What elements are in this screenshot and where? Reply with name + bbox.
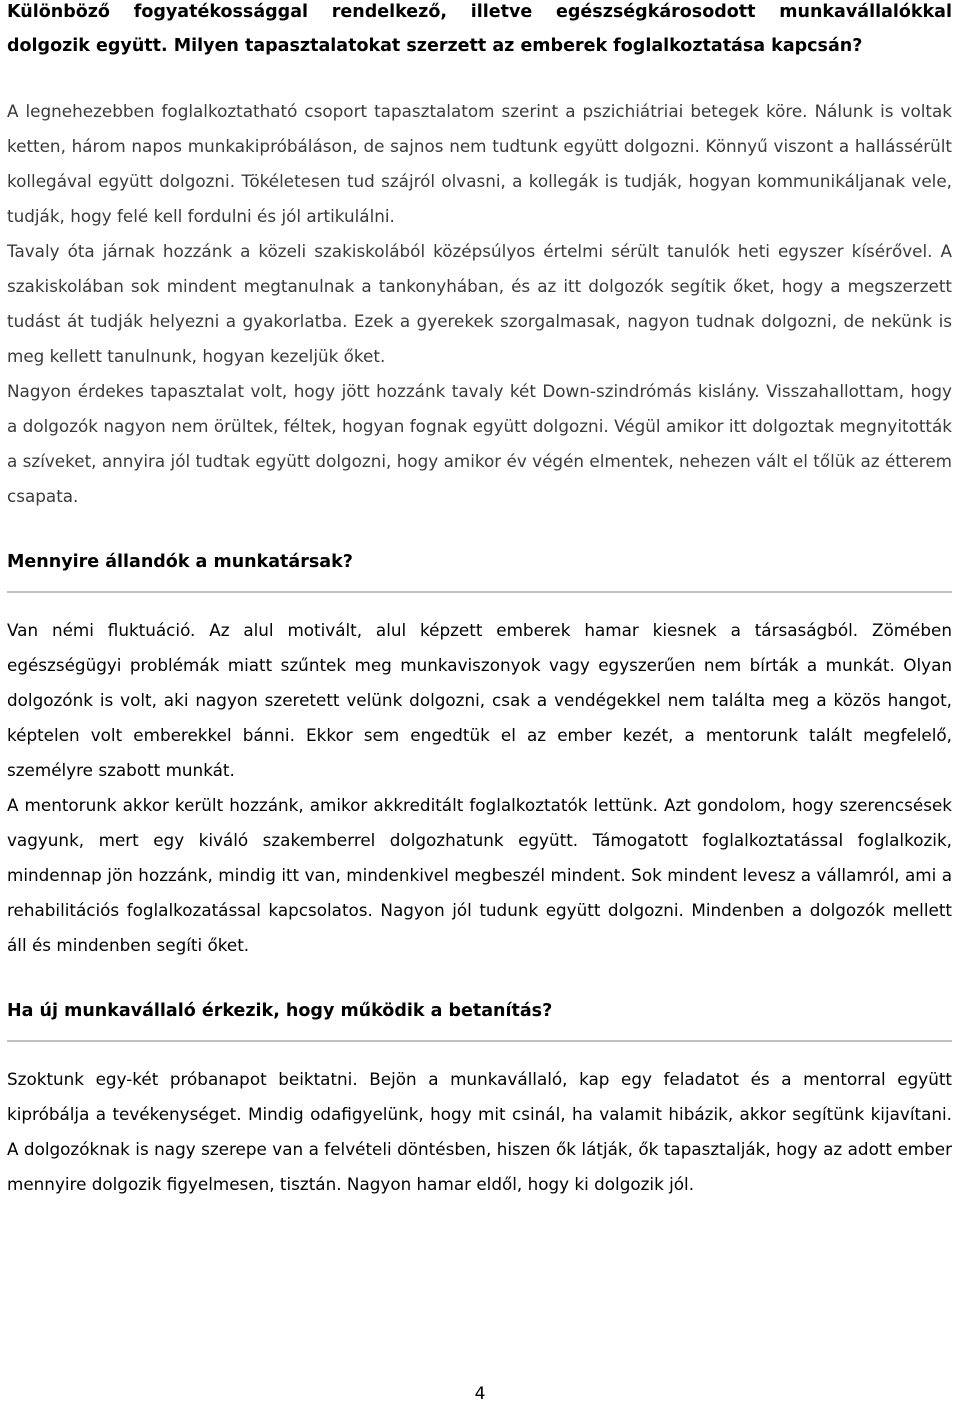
answer-paragraph: Nagyon érdekes tapasztalat volt, hogy jött hozzánk tavaly két Down-szindrómás kislány. Visszahallottam, hogy a dolgozók nagyon nem örültek, féltek, hogyan fognak együtt dolgozni. Végül amikor itt dolgoztak megnyitották a szíveket, annyira jól tudtak együtt dolgozni, hogy amikor év végén elmentek, nehezen vált el tőlük az étterem csapata. [7,381,952,506]
question-onboarding: Ha új munkavállaló érkezik, hogy működik a betanítás? [7,1001,553,1021]
spacer [7,593,952,613]
spacer [7,1028,952,1040]
question-experiences: Különböző fogyatékossággal rendelkező, illetve egészségkárosodott munkavállalókkal dolgozik együtt. Milyen tapasztalatokat szerzett az emberek foglalkoztatása kapcsán? [7,2,952,56]
spacer [7,514,952,545]
document-page [7,0,952,1202]
answer-paragraph: A legnehezebben foglalkoztatható csoport tapasztalatom szerint a pszichiátriai betegek köre. Nálunk is voltak ketten, három napos munkakipróbáláson, de sajnos nem tudtunk együtt dolgozni. Könnyű viszont a hallássérült kollegával együtt dolgozni. Tökéletesen tud szájról olvasni, a kollegák is tudják, hogyan kommunikáljanak vele, tudják, hogy felé kell fordulni és jól artikulálni. [7,101,952,226]
spacer [7,579,952,591]
answer-paragraph: Tavaly óta járnak hozzánk a közeli szakiskolából középsúlyos értelmi sérült tanulók heti egyszer kísérővel. A szakiskolában sok mindent megtanulnak a tankonyhában, és az itt dolgozók segítik őket, hogy a megszerzett tudást át tudják helyezni a gyakorlatba. Ezek a gyerekek szorgalmasak, nagyon tudnak dolgozni, de nekünk is meg kellett tanulnunk, hogyan kezeljük őket. [7,241,952,366]
answer-paragraph: Van némi fluktuáció. Az alul motivált, alul képzett emberek hamar kiesnek a társaságból. Zömében egészségügyi problémák miatt szűntek meg munkaviszonyok vagy egyszerűen nem bírták a munkát. Olyan dolgozónk is volt, aki nagyon szeretett velünk dolgozni, csak a vendégekkel nem találta meg a közös hangot, képtelen volt emberekkel bánni. Ekkor sem engedtük el az ember kezét, a mentorunk talált megfelelő, személyre szabott munkát. [7,620,952,780]
answer-paragraph: A mentorunk akkor került hozzánk, amikor akkreditált foglalkoztatók lettünk. Azt gondolom, hogy szerencsések vagyunk, mert egy kiváló szakemberrel dolgozhatunk együtt. Támogatott foglalkoztatással foglalkozik, mindennap jön hozzánk, mindig itt van, mindenkivel megbeszél mindent. Sok mindent levesz a vállamról, ami a rehabilitációs foglalkozatással kapcsolatos. Nagyon jól tudunk együtt dolgozni. Mindenben a dolgozók mellett áll és mindenben segíti őket. [7,795,952,955]
answer-paragraph: Szoktunk egy-két próbanapot beiktatni. Bejön a munkavállaló, kap egy feladatot és a mentorral együtt kipróbálja a tevékenységet. Mindig odafigyelünk, hogy mit csinál, ha valamit hibázik, akkor segítünk kijavítani. A dolgozóknak is nagy szerepe van a felvételi döntésben, hiszen ők látják, ők tapasztalják, hogy az adott ember mennyire dolgozik figyelmesen, tisztán. Nagyon hamar eldől, hogy ki dolgozik jól. [7,1069,952,1194]
spacer [7,963,952,994]
spacer [7,1042,952,1062]
spacer [7,63,952,94]
question-staff-stability: Mennyire állandók a munkatársak? [7,552,353,572]
page-number: 4 [474,1384,486,1404]
